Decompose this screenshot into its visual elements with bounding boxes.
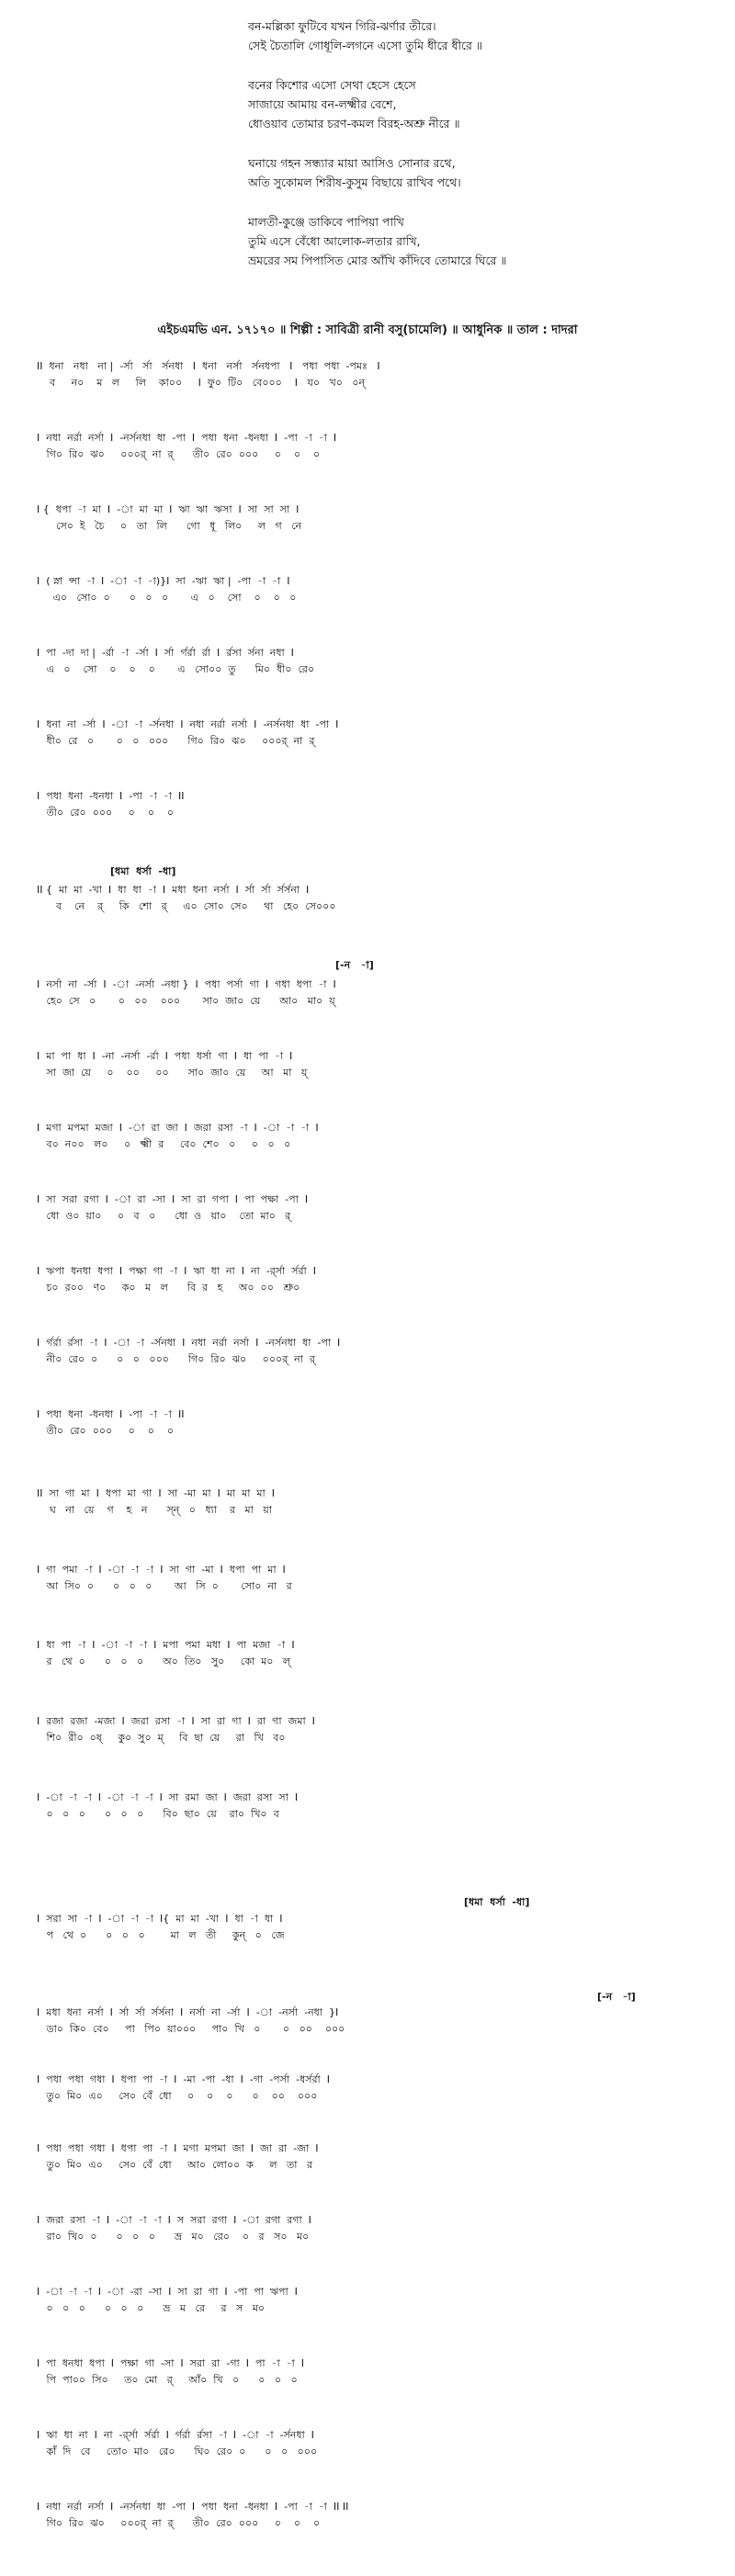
- notation-row: [37, 717, 707, 748]
- lyric-line: বন-মল্লিকা ফুটিবে যখন গিরি-ঝর্ণার তীরে।: [248, 19, 436, 33]
- lyric-line: অতি সুকোমল শিরীষ-কুসুম বিছায়ে রাখিব পথে।: [248, 175, 461, 189]
- notation-syllables: চ০ র০০ ণ০ ক০ ম ল বি র হ অ০ ০০ শ্রু০: [37, 1282, 300, 1294]
- notation-row: [37, 2427, 707, 2458]
- notation-syllables: ডা০ কি০ বে০ পা পি০ য়া০০০ পা০ খি ০ ০ ০০ ০০০: [37, 2023, 345, 2035]
- notation-notes: I মগা মপমা মজা I -া রা জা I জরা রসা -া I -া -া -া I: [37, 1122, 319, 1134]
- notation-syllables: কাঁ দি বে তো০ মা০ রে০ ঘি০ রে০ ০ ০ ০ ০০০: [37, 2446, 318, 2457]
- notation-row: [37, 2356, 707, 2387]
- notation-notes: I ধা পা -া I -া -া -া I মপা পমা মধা I পা মজা -া I: [37, 1639, 295, 1651]
- notation-notes: I মা পা ধা I -না -নর্সা -র্রা I পধা ধর্সা গা I ধা পা -া I: [37, 1050, 293, 1062]
- notation-syllables: সা জা য়ে ০ ০০ ০০ সা০ জা০ য়ে আ মা য়্: [37, 1067, 308, 1079]
- notation-syllables: তু০ মি০ এ০ সে০ বেঁ ধো আ০ লো০০ ক ল তা র: [37, 2159, 313, 2171]
- notation-row: [37, 1790, 707, 1821]
- notation-notes: I ধনা না -র্সা I -া -া -র্সনধা I নধা নর্রা নর্সা I -নর্সনধা ধা -পা I: [37, 718, 339, 730]
- notation-bracket-mark: [ধমা ধর্সা -ধা]: [110, 865, 176, 877]
- notation-syllables: প থে ০ ০ ০ ০ মা ল তী কুন্ ০ জে: [37, 1929, 285, 1941]
- notation-row: [37, 788, 707, 819]
- notation-notes: I পধা পধা গধা I ধপা পা -া I -মা -পা -ধা I -গা -পর্সা -ধর্সর্রা I: [37, 2073, 330, 2085]
- notation-notes: I -া -া -া I -া -া -া I সা রমা জা I জরা রসা সা I: [37, 1791, 299, 1803]
- notation-syllables: শি০ রী০ ০ষ্ কু০ সু০ ম্ বি ছা য়ে রা খি ব০: [37, 1732, 286, 1744]
- notation-notes: II সা গা মা I ধপা মা গা I সা -মা মা I মা মা মা I: [37, 1487, 275, 1499]
- notation-syllables: ঘ না য়ে গ হ ন স্ন্ ০ ধ্যা র মা য়া: [37, 1504, 272, 1516]
- notation-notes: I { ধপা -া মা I -া মা মা I ঋা ঋা ঋসা I সা সা সা I: [37, 503, 300, 515]
- notation-syllables: ব ন০ ম ল লি কা০০ I ফু০ টি০ বে০০০ I য০ খ০ ০ন্: [37, 377, 366, 389]
- notation-notes: I সরা সা -া I -া -া -া I{ মা মা -খা I ধা -া ধা I: [37, 1913, 283, 1925]
- notation-notes: I গা পমা -া I -া -া -া I সা গা -মা I ধপা পা মা I: [37, 1564, 286, 1576]
- lyric-line: বনের কিশোর এসো সেথা হেসে হেসে: [248, 78, 416, 92]
- notation-syllables: এ০ সো০ ০ ০ ০ ০ এ ০ সো ০ ০ ০: [37, 592, 297, 604]
- notation-row: [37, 2284, 707, 2315]
- notation-row: [37, 1263, 707, 1294]
- notation-row: [37, 1911, 707, 1942]
- notation-row: [37, 1562, 707, 1593]
- notation-row: [37, 1120, 707, 1151]
- notation-syllables: পি পা০০ সি০ ত০ মো র্ আঁ০ খি ০ ০ ০ ০: [37, 2374, 298, 2386]
- notation-row: [37, 2072, 707, 2103]
- notation-row: [37, 1407, 707, 1438]
- notation-row: [37, 2499, 707, 2530]
- lyric-line: মালতী-কুঞ্জে ডাকিবে পাপিয়া পাখি: [248, 215, 404, 229]
- notation-notes: I জরা রসা -া I -া -া -া I স সরা রগা I -া রগা রগা I: [37, 2214, 311, 2226]
- notation-notes: I নধা নর্রা নর্সা I -নর্সনধা ধা -পা I পধা ধনা -ধনধা I -পা -া -া II II: [37, 2501, 349, 2513]
- notation-syllables: আ সি০ ০ ০ ০ ০ আ সি ০ সো০ না র: [37, 1580, 292, 1592]
- notation-notes: I ( স্না ন্সা -া I -া -া -া)}I সা -ঋা ঋা | -পা -া -া I: [37, 575, 290, 587]
- notation-bracket-mark: [ধমা ধর্সা -ধা]: [464, 1896, 530, 1908]
- notation-syllables: ব নে র্ কি শো র্ এ০ সো০ সে০ থা হে০ সে০০০: [37, 900, 336, 912]
- notation-notes: I রজা রজা -মজা I জরা রসা -া I সা রা গা I রা গা জমা I: [37, 1715, 315, 1727]
- notation-notes: I সা সরা রগা I -া রা -সা I সা রা গপা I পা পক্ষা -পা I: [37, 1193, 309, 1205]
- lyric-line: সেই চৈতালি গোধূলি-লগনে এসো তুমি ধীরে ধীরে ॥: [248, 39, 482, 52]
- notation-syllables: রা০ খি০ ০ ০ ০ ০ ভ্র ম০ রে০ ০ র স০ ম০: [37, 2231, 310, 2243]
- lyric-line: ধোওয়াব তোমার চরণ-কমল বিরহ-অশ্রু নীরে ॥: [248, 117, 460, 130]
- notation-notes: I র্গর্রা র্রসা -া I -া -া -র্সনধা I নধা নর্রা নর্সা I -নর্সনধা ধা -পা I: [37, 1337, 341, 1349]
- notation-notes: I মধা ধনা নর্সা I র্সা র্সা র্সর্সনা I নর্সা না -র্সা I -া -নর্সা -নধা }I: [37, 2006, 339, 2018]
- notation-notes: I ঋপা ধনধা ধপা I পক্ষা গা -া I ঋা ধা না I না -র্র্সা র্সর্রা I: [37, 1265, 316, 1277]
- notation-syllables: ধী০ রে ০ ০ ০ ০০০ গি০ রি০ ঝ০ ০০০র্ না র্: [37, 735, 315, 747]
- lyric-line: তুমি এসে বেঁধো আলোক-লতার রাখি,: [248, 234, 421, 248]
- notation-notes: I পা -দা দা | -র্রা -া -র্সা I র্সা র্গর্রা র্রা I র্রসা র্সনা নধা I: [37, 647, 294, 659]
- notation-row: [37, 430, 707, 461]
- notation-notes: I নর্সা না -র্সা I -া -নর্সা -নধা } I পধা পর্সা গা I গধা ধপা -া I: [37, 978, 336, 990]
- notation-notes: I পধা ধনা -ধনধা I -পা -া -া II: [37, 1408, 185, 1420]
- notation-row: [37, 645, 707, 676]
- lyric-line: ভ্রমরের সম পিপাসিত মোর আঁখি কাঁদিবে তোমারে ঘিরে ॥: [248, 254, 507, 267]
- notation-row: [37, 1335, 707, 1366]
- notation-notes: II { মা মা -খা I ধা ধা -া I মধা ধনা নর্সা I র্সা র্সা র্সর্সনা I: [37, 884, 310, 896]
- notation-row: [37, 502, 707, 533]
- notation-row: [37, 1192, 707, 1223]
- notation-row: [37, 1486, 707, 1517]
- notation-notes: I পধা ধনা -ধনধা I -পা -া -া II: [37, 790, 185, 802]
- notation-row: [37, 977, 707, 1008]
- notation-syllables: ০ ০ ০ ০ ০ ০ বি০ ছা০ য়ে রা০ খি০ ব: [37, 1808, 279, 1820]
- notation-syllables: ০ ০ ০ ০ ০ ০ ভ্র ম রে র স ম০: [37, 2302, 266, 2314]
- notation-row: [37, 2141, 707, 2172]
- notation-row: [37, 2212, 707, 2243]
- lyric-line: সাজায়ে আমায় বন-লক্ষ্মীর বেশে,: [248, 97, 397, 111]
- notation-syllables: গি০ রি০ ঝ০ ০০০র্ না র্ তী০ রে০ ০০০ ০ ০ ০: [37, 2517, 321, 2529]
- record-meta-line: এইচএমভি এন. ১৭১৭০ ॥ শিল্পী : সাবিত্রী রানী বসু(চামেলি) ॥ আধুনিক ॥ তাল : দাদরা: [157, 323, 578, 337]
- notation-notes: II ধনা নধা না | -র্সা র্সা র্সনধা I ধনা নর্সা র্সনধপা I পধা পধা -পমঃ I: [37, 360, 380, 372]
- notation-syllables: তু০ মি০ এ০ সে০ বেঁ ধো ০ ০ ০ ০ ০০ ০০০: [37, 2090, 318, 2102]
- notation-row: [37, 1637, 707, 1668]
- notation-notes: I নধা নর্রা নর্সা I -নর্সনধা ধা -পা I পধা ধনা -ধনধা I -পা -া -া I: [37, 432, 337, 444]
- notation-syllables: হে০ সে ০ ০ ০০ ০০০ সা০ জা০ য়ে আ০ মা০ য়্: [37, 995, 335, 1007]
- notation-notes: I ঋা ধা না I না -র্র্সা র্সর্রা I র্গর্রা র্রসা -া I -া -া -র্সনধা I: [37, 2429, 314, 2441]
- notation-row: [37, 2005, 707, 2036]
- notation-syllables: সে০ ই চৈ ০ তা লি গো ধূ লি০ ল গ নে: [37, 520, 302, 532]
- notation-notes: I পধা পধা গধা I ধপা পা -া I মগা মপমা জা I জা রা -জা I: [37, 2142, 319, 2154]
- notation-syllables: গি০ রি০ ঝ০ ০০০র্ না র্ তী০ রে০ ০০০ ০ ০ ০: [37, 448, 321, 460]
- notation-syllables: নী০ রে০ ০ ০ ০ ০০০ গি০ রি০ ঝ০ ০০০র্ না র্: [37, 1353, 315, 1365]
- notation-row: [37, 1048, 707, 1079]
- notation-syllables: এ ০ সো ০ ০ ০ এ সো০০ তু মি০ ধী০ রে০: [37, 663, 315, 675]
- notation-row: [37, 358, 707, 390]
- notation-row: [37, 573, 707, 604]
- notation-bracket-mark: [-ন -া]: [335, 959, 374, 971]
- notation-notes: I পা ধনধা ধপা I পক্ষা গা -সা I সরা রা -গা I পা -া -া I: [37, 2357, 304, 2369]
- lyric-line: ঘনায়ে গহন সন্ধ্যার মায়া আসিও সোনার রথে,: [248, 156, 456, 170]
- notation-syllables: ধো ও০ য়া০ ০ ব ০ ধো ও য়া০ তো মা০ র্: [37, 1210, 291, 1222]
- notation-bracket-mark: [-ন -া]: [597, 1991, 636, 2003]
- notation-row: [37, 1713, 707, 1745]
- notation-syllables: তী০ রে০ ০০০ ০ ০ ০: [37, 1425, 175, 1437]
- notation-row: [37, 882, 707, 913]
- notation-syllables: তী০ রে০ ০০০ ০ ০ ০: [37, 807, 175, 819]
- notation-notes: I -া -া -া I -া -রা -সা I সা রা গা I -পা পা ঋপা I: [37, 2286, 298, 2298]
- notation-syllables: র থে ০ ০ ০ ০ অ০ তি০ সু০ কো ম০ ল্: [37, 1655, 291, 1667]
- notation-syllables: ব০ ন০০ ল০ ০ ক্ষ্মী র বে০ শে০ ০ ০ ০ ০: [37, 1138, 291, 1150]
